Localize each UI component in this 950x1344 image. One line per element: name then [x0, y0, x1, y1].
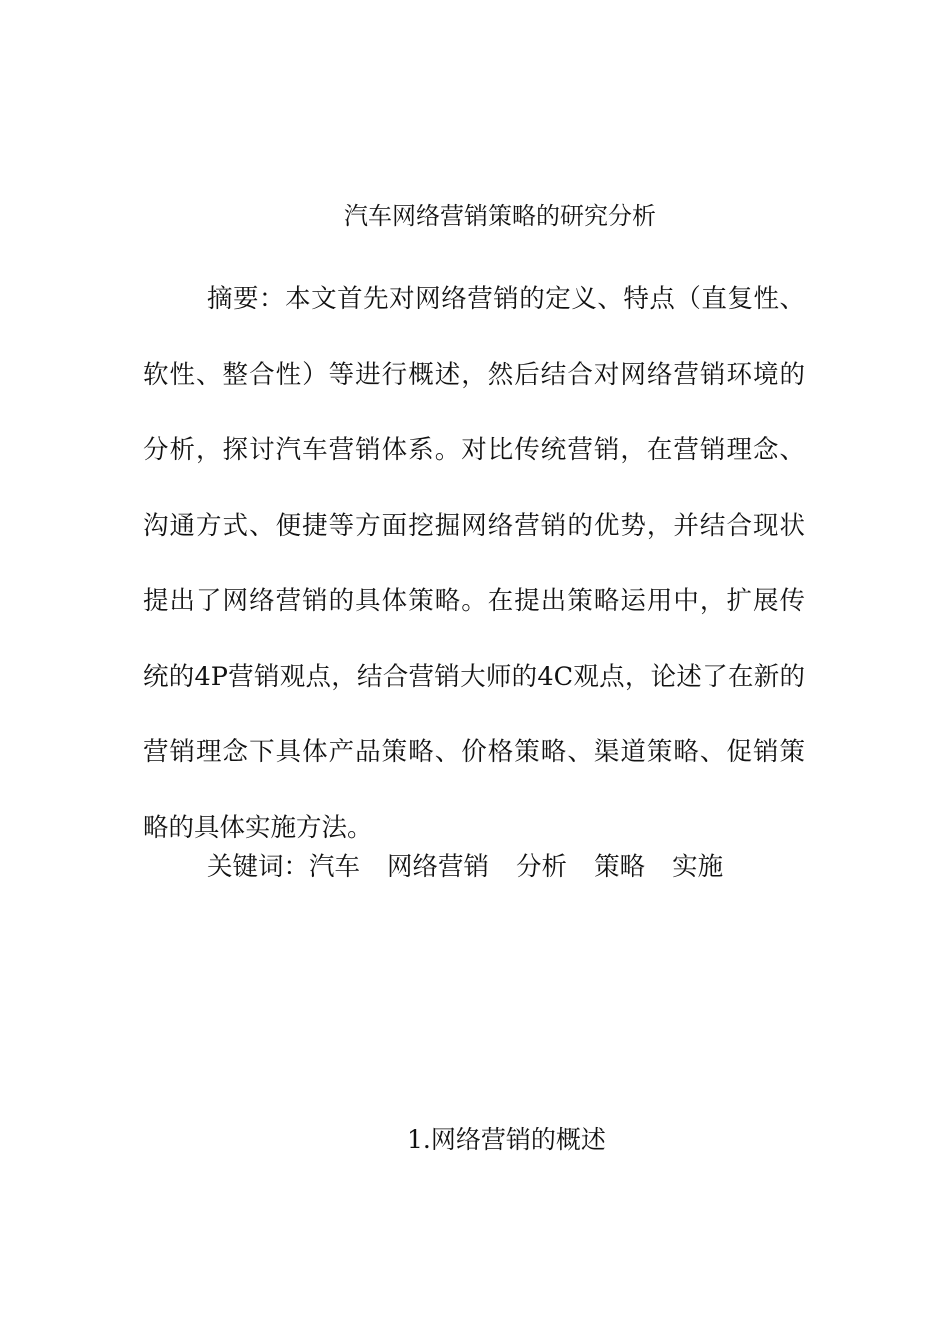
keyword-item: 网络营销 [387, 852, 490, 882]
abstract-paragraph [143, 262, 805, 866]
document-title: 汽车网络营销策略的研究分析 [344, 202, 656, 230]
keyword-item: 分析 [516, 852, 568, 882]
abstract-text: 本文首先对网络营销的定义、特点（直复性、软性、整合性）等进行概述，然后结合对网络营销环境的分析，探讨汽车营销体系。对比传统营销，在营销理念、沟通方式、便捷等方面挖掘网络营销的优势，并结合现状提出了网络营销的具体策略。在提出策略运用中，扩展传统的4P营销观点，结合营销大师的4C观点，论述了在新的营销理念下具体产品策略、价格策略、渠道策略、促销策略的具体实施方法。 [143, 284, 805, 843]
keywords-line [207, 848, 750, 886]
abstract-label: 摘要： [207, 284, 286, 314]
keywords-label: 关键词： [207, 852, 310, 882]
keyword-item: 策略 [594, 852, 646, 882]
section-heading: 1.网络营销的概述 [407, 1125, 606, 1154]
keyword-item: 实施 [672, 852, 724, 882]
keyword-item: 汽车 [309, 852, 361, 882]
